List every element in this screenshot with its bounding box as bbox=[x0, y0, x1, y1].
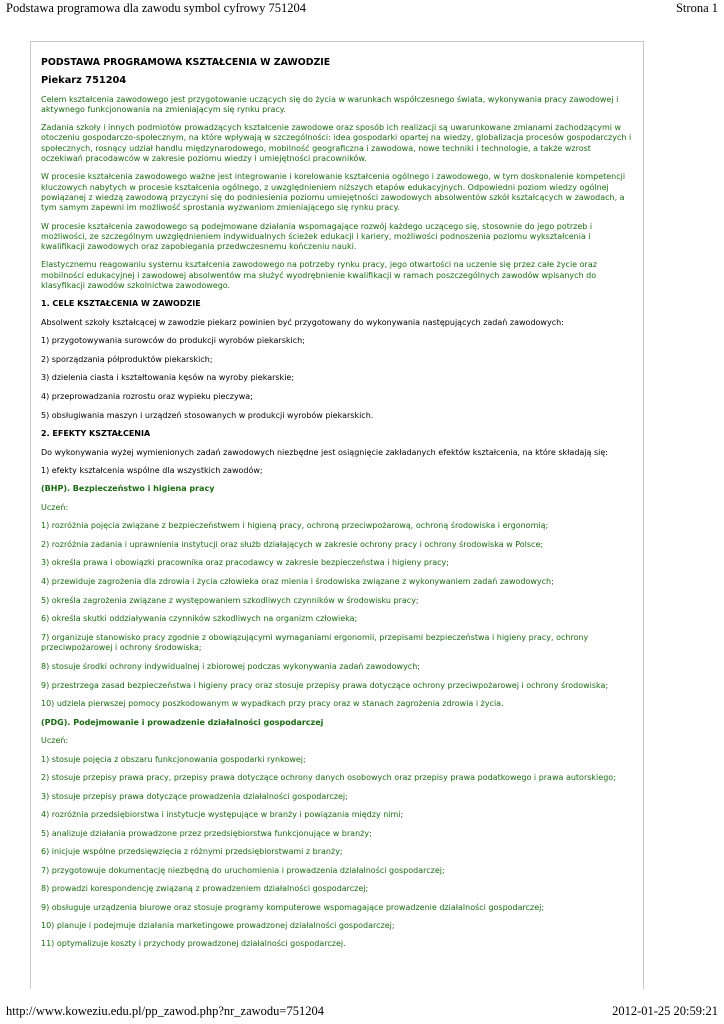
list-item: 7) organizuje stanowisko pracy zgodnie z obowiązującymi wymaganiami ergonomii, przepisami bezpieczeństwa i higieny pracy, ochrony przeciwpożarowej i ochrony środowiska; bbox=[41, 632, 589, 653]
list-item: 3) określa prawa i obowiązki pracownika oraz pracodawcy w zakresie bezpieczeństwa i higieny pracy; bbox=[41, 558, 449, 568]
list-item: 2) sporządzania półproduktów piekarskich; bbox=[41, 354, 213, 364]
bhp-list bbox=[41, 521, 633, 710]
list-item: 4) przeprowadzania rozrostu oraz wypieku pieczywa; bbox=[41, 392, 253, 401]
list-item: 1) stosuje pojęcia z obszaru funkcjonowania gospodarki rynkowej; bbox=[41, 754, 306, 764]
document-content bbox=[31, 42, 643, 950]
goals-list bbox=[41, 336, 633, 421]
print-header-title: Podstawa programowa dla zawodu symbol cyfrowy 751204 bbox=[6, 1, 306, 15]
list-item: 1) przygotowywania surowców do produkcji wyrobów piekarskich; bbox=[41, 335, 305, 345]
list-item: 9) obsługuje urządzenia biurowe oraz stosuje programy komputerowe wspomagające prowadzenie działalności gospodarczej; bbox=[41, 902, 545, 912]
print-header bbox=[6, 0, 718, 16]
print-footer bbox=[6, 1003, 718, 1019]
section-effects-sub: 1) efekty kształcenia wspólne dla wszystkich zawodów; bbox=[41, 465, 263, 475]
list-item: 3) stosuje przepisy prawa dotyczące prowadzenia działalności gospodarczej; bbox=[41, 791, 348, 801]
intro-paragraph: Zadania szkoły i innych podmiotów prowadzących kształcenie zawodowe oraz sposób ich realizacji są uwarunkowane zmianami zachodzącymi w otoczeniu gospodarczo-społecznym, na które wpływają w szczególności: idea gospodarki opartej na wiedzy, globalizacja procesów gospodarczych i społecznych, rosnący udział handlu międzynarodowego, mobilność geograficzna i zawodowa, nowe techniki i technologie, a także wzrost oczekiwań pracodawców w zakresie poziomu wiedzy i umiejętności pracowników. bbox=[41, 123, 632, 164]
list-item: 8) stosuje środki ochrony indywidualnej i zbiorowej podczas wykonywania zadań zawodowych; bbox=[41, 661, 420, 671]
print-footer-timestamp: 2012-01-25 20:59:21 bbox=[612, 1004, 718, 1018]
section-heading-goals: 1. CELE KSZTAŁCENIA W ZAWODZIE bbox=[41, 299, 201, 309]
intro-paragraph: Elastycznemu reagowaniu systemu kształcenia zawodowego na potrzeby rynku pracy, jego otwartości na uczenie się przez całe życie oraz mobilności edukacyjnej i zawodowej absolwentów ma służyć wyodrębnienie kwalifikacji w ramach poszczególnych zawodów wpisanych do klasyfikacji zawodów szkolnictwa zawodowego. bbox=[41, 260, 597, 291]
list-item: 11) optymalizuje koszty i przychody prowadzonej działalności gospodarczej. bbox=[41, 939, 346, 949]
document-title: PODSTAWA PROGRAMOWA KSZTAŁCENIA W ZAWODZIE bbox=[41, 57, 331, 68]
list-item: 5) obsługiwania maszyn i urządzeń stosowanych w produkcji wyrobów piekarskich. bbox=[41, 410, 374, 420]
document-frame bbox=[30, 41, 644, 989]
section-goals-lead: Absolwent szkoły kształcącej w zawodzie piekarz powinien być przygotowany do wykonywania następujących zadań zawodowych: bbox=[41, 317, 564, 327]
document-subtitle: Piekarz 751204 bbox=[41, 75, 127, 87]
list-item: 6) określa skutki oddziaływania czynników szkodliwych na organizm człowieka; bbox=[41, 614, 358, 624]
intro-paragraph: Celem kształcenia zawodowego jest przygotowanie uczących się do życia w warunkach współczesnego świata, wykonywania pracy zawodowej i aktywnego funkcjonowania na zmieniającym się rynku pracy. bbox=[41, 94, 619, 114]
list-item: 8) prowadzi korespondencję związaną z prowadzeniem działalności gospodarczej; bbox=[41, 884, 369, 894]
pdg-student-label: Uczeń: bbox=[41, 736, 69, 746]
pdg-list bbox=[41, 755, 633, 950]
list-item: 1) rozróżnia pojęcia związane z bezpieczeństwem i higieną pracy, ochroną przeciwpożarową, ochroną środowiska i ergonomią; bbox=[41, 520, 549, 530]
intro-paragraph: W procesie kształcenia zawodowego są podejmowane działania wspomagające rozwój każdego uczącego się, stosownie do jego potrzeb i możliwości, ze szczególnym uwzględnieniem indywidualnych ścieżek edukacji i kariery, możliwości podnoszenia poziomu wykształcenia i kwalifikacji zawodowych oraz zapobiegania przedwczesnemu kończeniu nauki. bbox=[41, 221, 593, 252]
list-item: 4) rozróżnia przedsiębiorstwa i instytucje występujące w branży i powiązania między nimi; bbox=[41, 810, 404, 820]
bhp-heading: (BHP). Bezpieczeństwo i higiena pracy bbox=[41, 484, 215, 494]
section-heading-effects: 2. EFEKTY KSZTAŁCENIA bbox=[41, 429, 151, 439]
list-item: 5) analizuje działania prowadzone przez przedsiębiorstwa funkcjonujące w branży; bbox=[41, 828, 372, 838]
intro-paragraph: W procesie kształcenia zawodowego ważne jest integrowanie i korelowanie kształcenia ogólnego i zawodowego, w tym doskonalenie kompetencji kluczowych nabytych w procesie kształcenia ogólnego, z uwzględnieniem niższych etapów edukacyjnych. Odpowiedni poziom wiedzy ogólnej powiązanej z wiedzą zawodową przyczyni się do podniesienia poziomu umiejętności zawodowych absolwentów szkół kształcących w zawodach, a tym samym zapewni im możliwość sprostania wyzwaniom zmieniającego się rynku pracy. bbox=[41, 172, 626, 213]
list-item: 2) rozróżnia zadania i uprawnienia instytucji oraz służb działających w zakresie ochrony pracy i ochrony środowiska w Polsce; bbox=[41, 539, 544, 549]
section-effects-lead: Do wykonywania wyżej wymienionych zadań zawodowych niezbędne jest osiągnięcie zakładanych efektów kształcenia, na które składają się: bbox=[41, 447, 608, 457]
list-item: 10) planuje i podejmuje działania marketingowe prowadzonej działalności gospodarczej; bbox=[41, 920, 395, 930]
print-footer-url: http://www.koweziu.edu.pl/pp_zawod.php?nr_zawodu=751204 bbox=[6, 1004, 324, 1018]
list-item: 3) dzielenia ciasta i kształtowania kęsów na wyroby piekarskie; bbox=[41, 373, 295, 383]
list-item: 7) przygotowuje dokumentację niezbędną do uruchomienia i prowadzenia działalności gospodarczej; bbox=[41, 865, 445, 875]
list-item: 4) przewiduje zagrożenia dla zdrowia i życia człowieka oraz mienia i środowiska związane z wykonywaniem zadań zawodowych; bbox=[41, 576, 554, 586]
list-item: 6) inicjuje wspólne przedsięwzięcia z różnymi przedsiębiorstwami z branży; bbox=[41, 847, 343, 857]
list-item: 9) przestrzega zasad bezpieczeństwa i higieny pracy oraz stosuje przepisy prawa dotyczące ochrony przeciwpożarowej i ochrony środowiska; bbox=[41, 680, 609, 690]
pdg-heading: (PDG). Podejmowanie i prowadzenie działalności gospodarczej bbox=[41, 718, 324, 728]
list-item: 2) stosuje przepisy prawa pracy, przepisy prawa dotyczące ochrony danych osobowych oraz przepisy prawa podatkowego i prawa autorskiego; bbox=[41, 773, 616, 783]
list-item: 10) udziela pierwszej pomocy poszkodowanym w wypadkach przy pracy oraz w stanach zagrożenia zdrowia i życia. bbox=[41, 699, 504, 709]
list-item: 5) określa zagrożenia związane z występowaniem szkodliwych czynników w środowisku pracy; bbox=[41, 595, 419, 605]
print-page-number: Strona 1 bbox=[675, 1, 718, 15]
bhp-student-label: Uczeń: bbox=[41, 502, 69, 512]
